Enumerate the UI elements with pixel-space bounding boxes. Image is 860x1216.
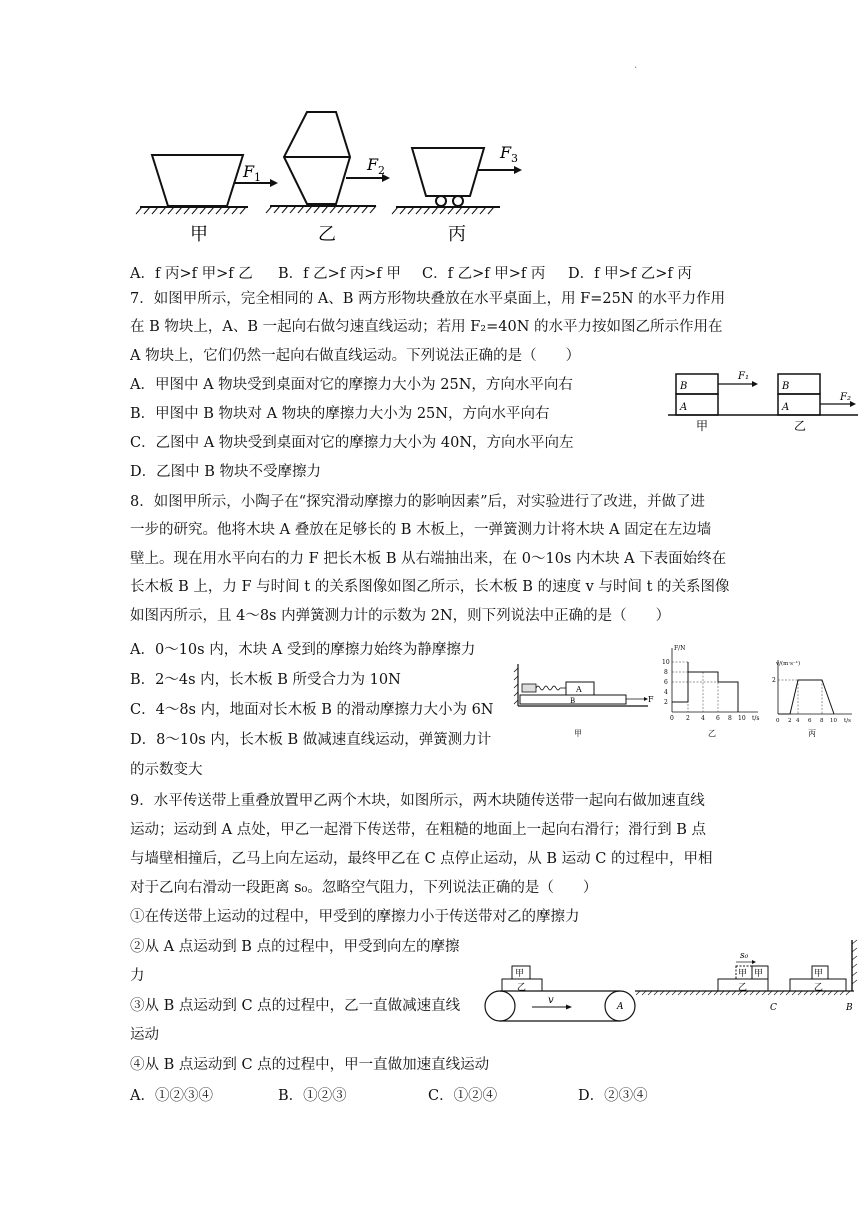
label-jia: 甲 [696, 419, 709, 433]
svg-text:0: 0 [670, 715, 674, 722]
v-axis-label: v/(m·s⁻¹) [776, 661, 801, 667]
force-f2-label: F₂ [840, 392, 851, 403]
svg-text:A: A [782, 402, 790, 413]
q9-stem-line: 9．水平传送带上重叠放置甲乙两个木块，如图所示，两木块随传送带一起向右做加速直线 [130, 793, 705, 809]
board-b-label: B [570, 697, 576, 705]
q8-option-a[interactable]: A．0～10s 内，木块 A 受到的摩擦力始终为静摩擦力 [130, 642, 476, 658]
q7-option-b[interactable]: B．甲图中 B 物块对 A 物块的摩擦力大小为 25N，方向水平向右 [130, 406, 550, 422]
point-a-label: A [617, 1002, 624, 1012]
point-b-label: B [846, 1003, 853, 1013]
q6-option-c[interactable]: C．f 乙>f 甲>f 丙 [422, 266, 546, 282]
q9-statement-2: ②从 A 点运动到 B 点的过程中，甲受到向左的摩擦 [130, 939, 460, 955]
q9-option-c[interactable]: C．①②④ [428, 1088, 498, 1104]
label-yi: 乙 [318, 224, 336, 245]
force-label-f1: F [243, 162, 255, 181]
q8-figure-jia [512, 660, 658, 740]
force-f1-label: F₁ [738, 371, 749, 382]
force-label-f2: F [367, 155, 379, 174]
q9-stem-line: 对于乙向右滑动一段距离 s₀。忽略空气阻力，下列说法正确的是（ ） [130, 880, 598, 896]
q7-stem-line: A 物块上，它们仍然一起向右做直线运动。下列说法正确的是（ ） [130, 348, 581, 364]
svg-text:乙: 乙 [738, 983, 748, 993]
q7-option-a[interactable]: A．甲图中 A 物块受到桌面对它的摩擦力大小为 25N，方向水平向右 [130, 377, 573, 393]
svg-text:乙: 乙 [814, 983, 824, 993]
svg-text:4: 4 [701, 715, 705, 722]
q9-statement-4: ④从 B 点运动到 C 点的过程中，甲一直做加速直线运动 [130, 1057, 490, 1073]
q7-option-d[interactable]: D．乙图中 B 物块不受摩擦力 [130, 464, 321, 480]
t-axis-label: t/s [752, 715, 760, 722]
block-b-label: B [680, 381, 688, 392]
block-a-label: A [680, 402, 688, 413]
distance-s0-label: s₀ [740, 951, 749, 961]
q8-option-b[interactable]: B．2～4s 内，长木板 B 所受合力为 10N [130, 672, 401, 688]
svg-text:4: 4 [664, 689, 668, 696]
force-f-label: F [648, 695, 654, 704]
q7-figure [668, 366, 858, 434]
q8-option-d[interactable]: D．8～10s 内，长木板 B 做减速直线运动，弹簧测力计 [130, 732, 492, 748]
figure-yi [266, 112, 390, 245]
svg-text:8: 8 [664, 669, 668, 676]
svg-text:10: 10 [738, 715, 746, 722]
q8-stem-line: 长木板 B 上，力 F 与时间 t 的关系图像如图乙所示，长木板 B 的速度 v 与时间 t 的关系图像 [130, 579, 730, 595]
q8-stem-line: 壁上。现在用水平向右的力 F 把长木板 B 从右端抽出来，在 0～10s 内木块 A 下表面始终在 [130, 551, 727, 567]
label-bing: 丙 [808, 729, 816, 738]
label-jia: 甲 [190, 224, 208, 245]
svg-text:3: 3 [511, 152, 518, 165]
svg-text:8: 8 [728, 715, 732, 722]
q9-statement-3: ③从 B 点运动到 C 点的过程中，乙一直做减速直线 [130, 998, 461, 1014]
svg-text:1: 1 [254, 171, 261, 184]
svg-text:8: 8 [820, 718, 824, 724]
svg-text:甲: 甲 [754, 969, 764, 979]
q9-statement-3-cont: 运动 [130, 1027, 159, 1043]
f-axis-label: F/N [674, 645, 686, 652]
label-jia: 甲 [574, 729, 582, 738]
figure-bing [392, 143, 522, 245]
t-axis-label: t/s [844, 718, 851, 724]
q6-option-b[interactable]: B．f 乙>f 丙>f 甲 [278, 266, 401, 282]
svg-text:4: 4 [796, 718, 800, 724]
figure-jia [136, 155, 278, 245]
q9-figure [480, 936, 858, 1024]
q9-statement-2-cont: 力 [130, 968, 145, 984]
svg-text:0: 0 [776, 718, 780, 724]
svg-text:甲: 甲 [814, 969, 824, 979]
label-yi: 乙 [794, 419, 807, 433]
q8-option-c[interactable]: C．4～8s 内，地面对长木板 B 的滑动摩擦力大小为 6N [130, 702, 494, 718]
q6-figure [130, 100, 530, 250]
svg-text:6: 6 [808, 718, 812, 724]
q6-option-d[interactable]: D．f 甲>f 乙>f 丙 [568, 266, 692, 282]
q8-option-d-cont: 的示数变大 [130, 762, 203, 778]
svg-text:2: 2 [788, 718, 792, 724]
q7-stem-line: 在 B 物块上，A、B 一起向右做匀速直线运动；若用 F₂=40N 的水平力按如图乙所示作用在 [130, 319, 723, 335]
q8-figure-yi [658, 642, 766, 740]
block-yi-label: 乙 [517, 983, 527, 993]
page-mark: . [634, 60, 638, 71]
block-a-label: A [576, 685, 582, 694]
q7-option-c[interactable]: C．乙图中 A 物块受到桌面对它的摩擦力大小为 40N，方向水平向左 [130, 435, 574, 451]
block-jia-label: 甲 [515, 969, 525, 979]
q8-stem-line: 一步的研究。他将木块 A 叠放在足够长的 B 木板上，一弹簧测力计将木块 A 固定在左边墙 [130, 522, 712, 538]
label-bing: 丙 [448, 224, 466, 245]
q9-statement-1: ①在传送带上运动的过程中，甲受到的摩擦力小于传送带对乙的摩擦力 [130, 909, 580, 925]
svg-text:2: 2 [664, 699, 668, 706]
velocity-label: v [548, 995, 554, 1006]
point-c-label: C [770, 1003, 777, 1013]
svg-text:6: 6 [716, 715, 720, 722]
force-label-f3: F [500, 143, 512, 162]
q9-option-d[interactable]: D．②③④ [578, 1088, 648, 1104]
q8-stem-line: 如图丙所示，且 4～8s 内弹簧测力计的示数为 2N，则下列说法中正确的是（ ） [130, 608, 671, 624]
q7-stem-line: 7．如图甲所示，完全相同的 A、B 两方形物块叠放在水平桌面上，用 F=25N 的水平力作用 [130, 291, 726, 307]
svg-text:B: B [782, 381, 790, 392]
svg-text:10: 10 [662, 659, 670, 666]
q6-option-a[interactable]: A．f 丙>f 甲>f 乙 [130, 266, 253, 282]
q9-option-a[interactable]: A．①②③④ [130, 1088, 213, 1104]
q9-stem-line: 运动；运动到 A 点处，甲乙一起滑下传送带，在粗糙的地面上一起向右滑行；滑行到 B 点 [130, 822, 707, 838]
svg-text:2: 2 [686, 715, 690, 722]
svg-text:2: 2 [772, 677, 776, 684]
svg-text:6: 6 [664, 679, 668, 686]
svg-text:甲: 甲 [738, 969, 748, 979]
q8-figure-bing [770, 654, 858, 740]
q8-stem-line: 8．如图甲所示，小陶子在“探究滑动摩擦力的影响因素”后，对实验进行了改进，并做了进 [130, 494, 706, 510]
label-yi: 乙 [708, 729, 716, 738]
svg-text:10: 10 [830, 718, 837, 724]
q9-option-b[interactable]: B．①②③ [278, 1088, 347, 1104]
q9-stem-line: 与墙壁相撞后，乙马上向左运动，最终甲乙在 C 点停止运动，从 B 运动 C 的过程中，甲相 [130, 851, 713, 867]
svg-text:2: 2 [378, 164, 385, 177]
